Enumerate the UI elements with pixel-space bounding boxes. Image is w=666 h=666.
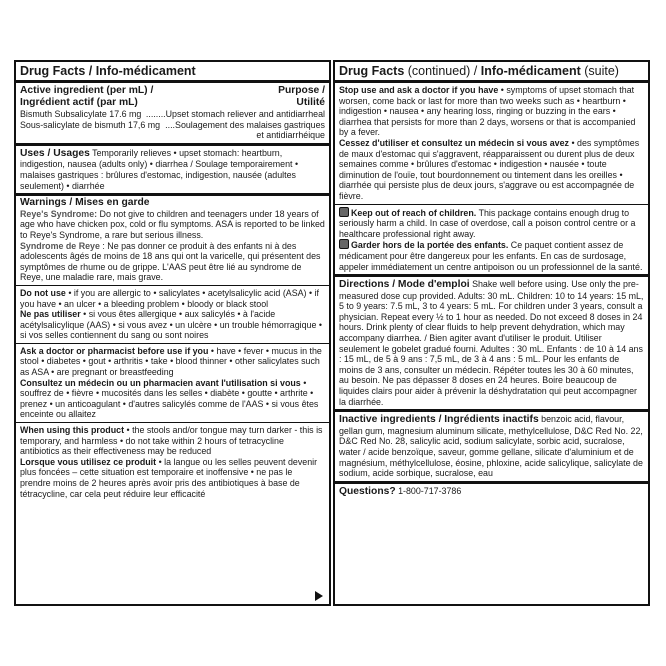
- do-not-use-section: [16, 285, 329, 343]
- warnings-section: [16, 193, 329, 285]
- active-ingredient-heading-en: Active ingredient (per mL) /: [20, 85, 154, 96]
- inactive-ingredients-text: benzoic acid, flavour, gellan gum, magnesium aluminum silicate, methylcellulose, D&C Red No. 22, D&C Red No. 28, salicylic acid, sodium salicylate, sorbic acid, sucralose, water / acide benzoïque, saveur, gomme gellane, silicate d'aluminium et de magnésium, méthylcellulose, éosine, phloxine, acide salicylique, salicylate de sodium, acide sorbique, sucralose, eau: [339, 414, 643, 479]
- when-using-text: • the stools and/or tongue may turn darker - this is temporary, and harmless • do not take within 2 hours of tetracycline antibiotics as their effectiveness may be reduced: [20, 425, 323, 457]
- active-ingredient-en: Bismuth Subsalicylate 17.6 mg: [20, 109, 142, 119]
- active-ingredient-heading-fr: Ingrédient actif (par mL): [20, 97, 138, 108]
- purpose-fr-continued: et antidiarrhéique: [256, 130, 325, 141]
- cessez-text: • des symptômes de maux d'estomac qui s'aggravent, réapparaissent ou durent plus de deux semaines comme • brûlures d'estomac • indigestion • nausée • toute diminution de l'ouïe, tout bourdonnement ou tintement dans les oreilles • diarrhée qui persiste plus de deux jours, s'aggrave ou est accompagnée de fièvre.: [339, 137, 640, 201]
- title-drug-facts: Drug Facts: [339, 64, 405, 78]
- panel-title-continued: [335, 62, 648, 83]
- when-using-section: [16, 422, 329, 501]
- drug-facts-panel-right: [333, 60, 650, 606]
- keep-out-section: [335, 204, 648, 275]
- reye-label: Reye's Syndrome:: [20, 208, 98, 219]
- ask-doctor-text: • have • fever • mucus in the stool • diabetes • gout • arthritis • take • blood thinner • other salicylates such as ASA • are pregnant or breastfeeding: [20, 345, 322, 378]
- child-warning-icon: [339, 207, 349, 217]
- questions-phone: 1-800-717-3786: [395, 485, 462, 496]
- consultez-text: • souffrez de • fièvre • mucosités dans les selles • diabète • goutte • arthrite • prenez • un anticoagulant • d'autres salicylés comme de l'AAS • si vous êtes enceinte ou allaitez: [20, 377, 319, 420]
- panel-title: Drug Facts / Info-médicament: [16, 62, 329, 83]
- inactive-ingredients-section: [335, 409, 648, 481]
- title-continued: (continued) /: [404, 64, 481, 78]
- drug-facts-panel-left: [14, 60, 331, 606]
- consultez-label: Consultez un médecin ou un pharmacien avant l'utilisation si vous: [20, 377, 301, 388]
- cessez-label: Cessez d'utiliser et consultez un médecin si vous avez: [339, 137, 569, 148]
- ne-pas-utiliser-label: Ne pas utiliser: [20, 309, 81, 320]
- directions-section: [335, 274, 648, 409]
- title-suite: (suite): [580, 64, 619, 78]
- inactive-ingredients-heading: Inactive ingredients / Ingrédients inactifs: [339, 414, 539, 426]
- child-warning-icon: [339, 239, 349, 249]
- reye-fr-label: Syndrome de Reye: [20, 240, 100, 251]
- continue-arrow-icon: [315, 591, 323, 601]
- uses-section: [16, 143, 329, 193]
- lorsque-text: • la langue ou les selles peuvent devenir plus foncées – cette situation est temporaire et inoffensive • ne pas le prendre moins de 2 heures après avoir pris des antibiotiques à base de tétracycline, car cela peut réduire leur efficacité: [20, 456, 318, 499]
- do-not-use-label: Do not use: [20, 287, 66, 298]
- purpose-heading-en: Purpose /: [278, 85, 325, 96]
- when-using-label: When using this product: [20, 425, 125, 436]
- reye-text: Do not give to children and teenagers under 18 years of age who have chicken pox, cold or flu symptoms. ASA is reported to be linked to Reye's Syndrome, a rare but serious illness.: [20, 208, 325, 240]
- keep-out-text: This package contains enough drug to seriously harm a child. In case of overdose, call a poison control centre or a healthcare professional right away.: [339, 207, 636, 239]
- purpose-fr: ....Soulagement des malaises gastriques: [165, 119, 325, 130]
- directions-text: Shake well before using. Use only the pre-measured dose cup provided. Adults: 30 mL. Children: 10 to 14 years: 15 mL, 5 to 9 years: 7.5 mL, 3 to 4 years: 5 mL. For children under 3 years, consult a physician. Repeat every ½ to 1 hour as needed. Do not exceed 8 doses in 24 hours. Drink plenty of clear fluids to help prevent dehydration, which may accompany diarrhea. / Bien agiter avant d'utiliser le produit. Utiliser seulement le gobelet gradué fourni. Adultes : 30 mL. Enfants : de 10 à 14 ans : 15 mL, de 5 à 9 ans : 7,5 mL, de 3 à 4 ans : 5 mL. Pour les enfants de moins de 3 ans, consulter un médecin. Répéter toutes les 30 à 60 minutes, au besoin. Ne pas dépasser 8 doses en 24 heures. Boire beaucoup de liquides clairs pour aider à prévenir la déshydratation qui peut accompagner la diarrhée.: [339, 279, 644, 407]
- keep-out-label: Keep out of reach of children.: [351, 207, 477, 218]
- questions-section: [335, 481, 648, 500]
- stop-use-label: Stop use and ask a doctor if you have: [339, 85, 499, 95]
- lorsque-label: Lorsque vous utilisez ce produit: [20, 456, 157, 467]
- stop-use-section: [335, 83, 648, 204]
- purpose-heading-fr: Utilité: [296, 97, 325, 108]
- active-ingredient-fr: Sous-salicylate de bismuth 17,6 mg: [20, 119, 161, 130]
- active-ingredient-section: [16, 83, 329, 143]
- questions-heading: Questions?: [339, 485, 396, 497]
- uses-text: Temporarily relieves • upset stomach: heartburn, indigestion, nausea (adults only) • diarrhea / Soulage temporairement • malaises gastriques : brûlures d'estomac, indigestion, nausée (adultes seulement) • diarrhée: [20, 147, 299, 191]
- ask-doctor-label: Ask a doctor or pharmacist before use if you: [20, 345, 209, 356]
- uses-heading: Uses / Usages: [20, 147, 90, 159]
- do-not-use-text: • if you are allergic to • salicylates • acetylsalicylic acid (ASA) • if you have • an ulcer • a bleeding problem • bloody or black stool: [20, 287, 319, 309]
- ne-pas-utiliser-text: • si vous êtes allergique • aux salicylés • à l'acide acétylsalicylique (AAS) • si vous avez • un ulcère • un trouble hémorragique • si vos selles contiennent du sang ou sont noires: [20, 309, 322, 341]
- purpose-en: ........Upset stomach reliever and antidiarrheal: [145, 109, 325, 119]
- garder-text: Ce paquet contient assez de médicament pour être dangereux pour les enfants. En cas de surdosage, appeler immédiatement un centre antipoison ou un professionnel de la santé.: [339, 240, 643, 272]
- warnings-heading: Warnings / Mises en garde: [20, 197, 150, 209]
- ask-doctor-section: [16, 343, 329, 422]
- directions-heading: Directions / Mode d'emploi: [339, 279, 470, 291]
- reye-fr-text: : Ne pas donner ce produit à des enfants ni à des adolescents âgés de moins de 18 ans qui ont la varicelle, qui présentent des symptômes de rhume ou de grippe. L'AAS peut être lié au syndrome de Reye, une maladie rare, mais grave.: [20, 240, 321, 283]
- title-info-medicament: Info-médicament: [480, 64, 581, 78]
- garder-label: Garder hors de la portée des enfants.: [351, 240, 509, 251]
- stop-use-text: • symptoms of upset stomach that worsen, come back or last for more than two weeks such as • heartburn • indigestion • nausea • any hearing loss, ringing or buzzing in the ears • diarrhea that persists for more than 2 days, worsens or that is accompanied by a fever.: [339, 85, 636, 138]
